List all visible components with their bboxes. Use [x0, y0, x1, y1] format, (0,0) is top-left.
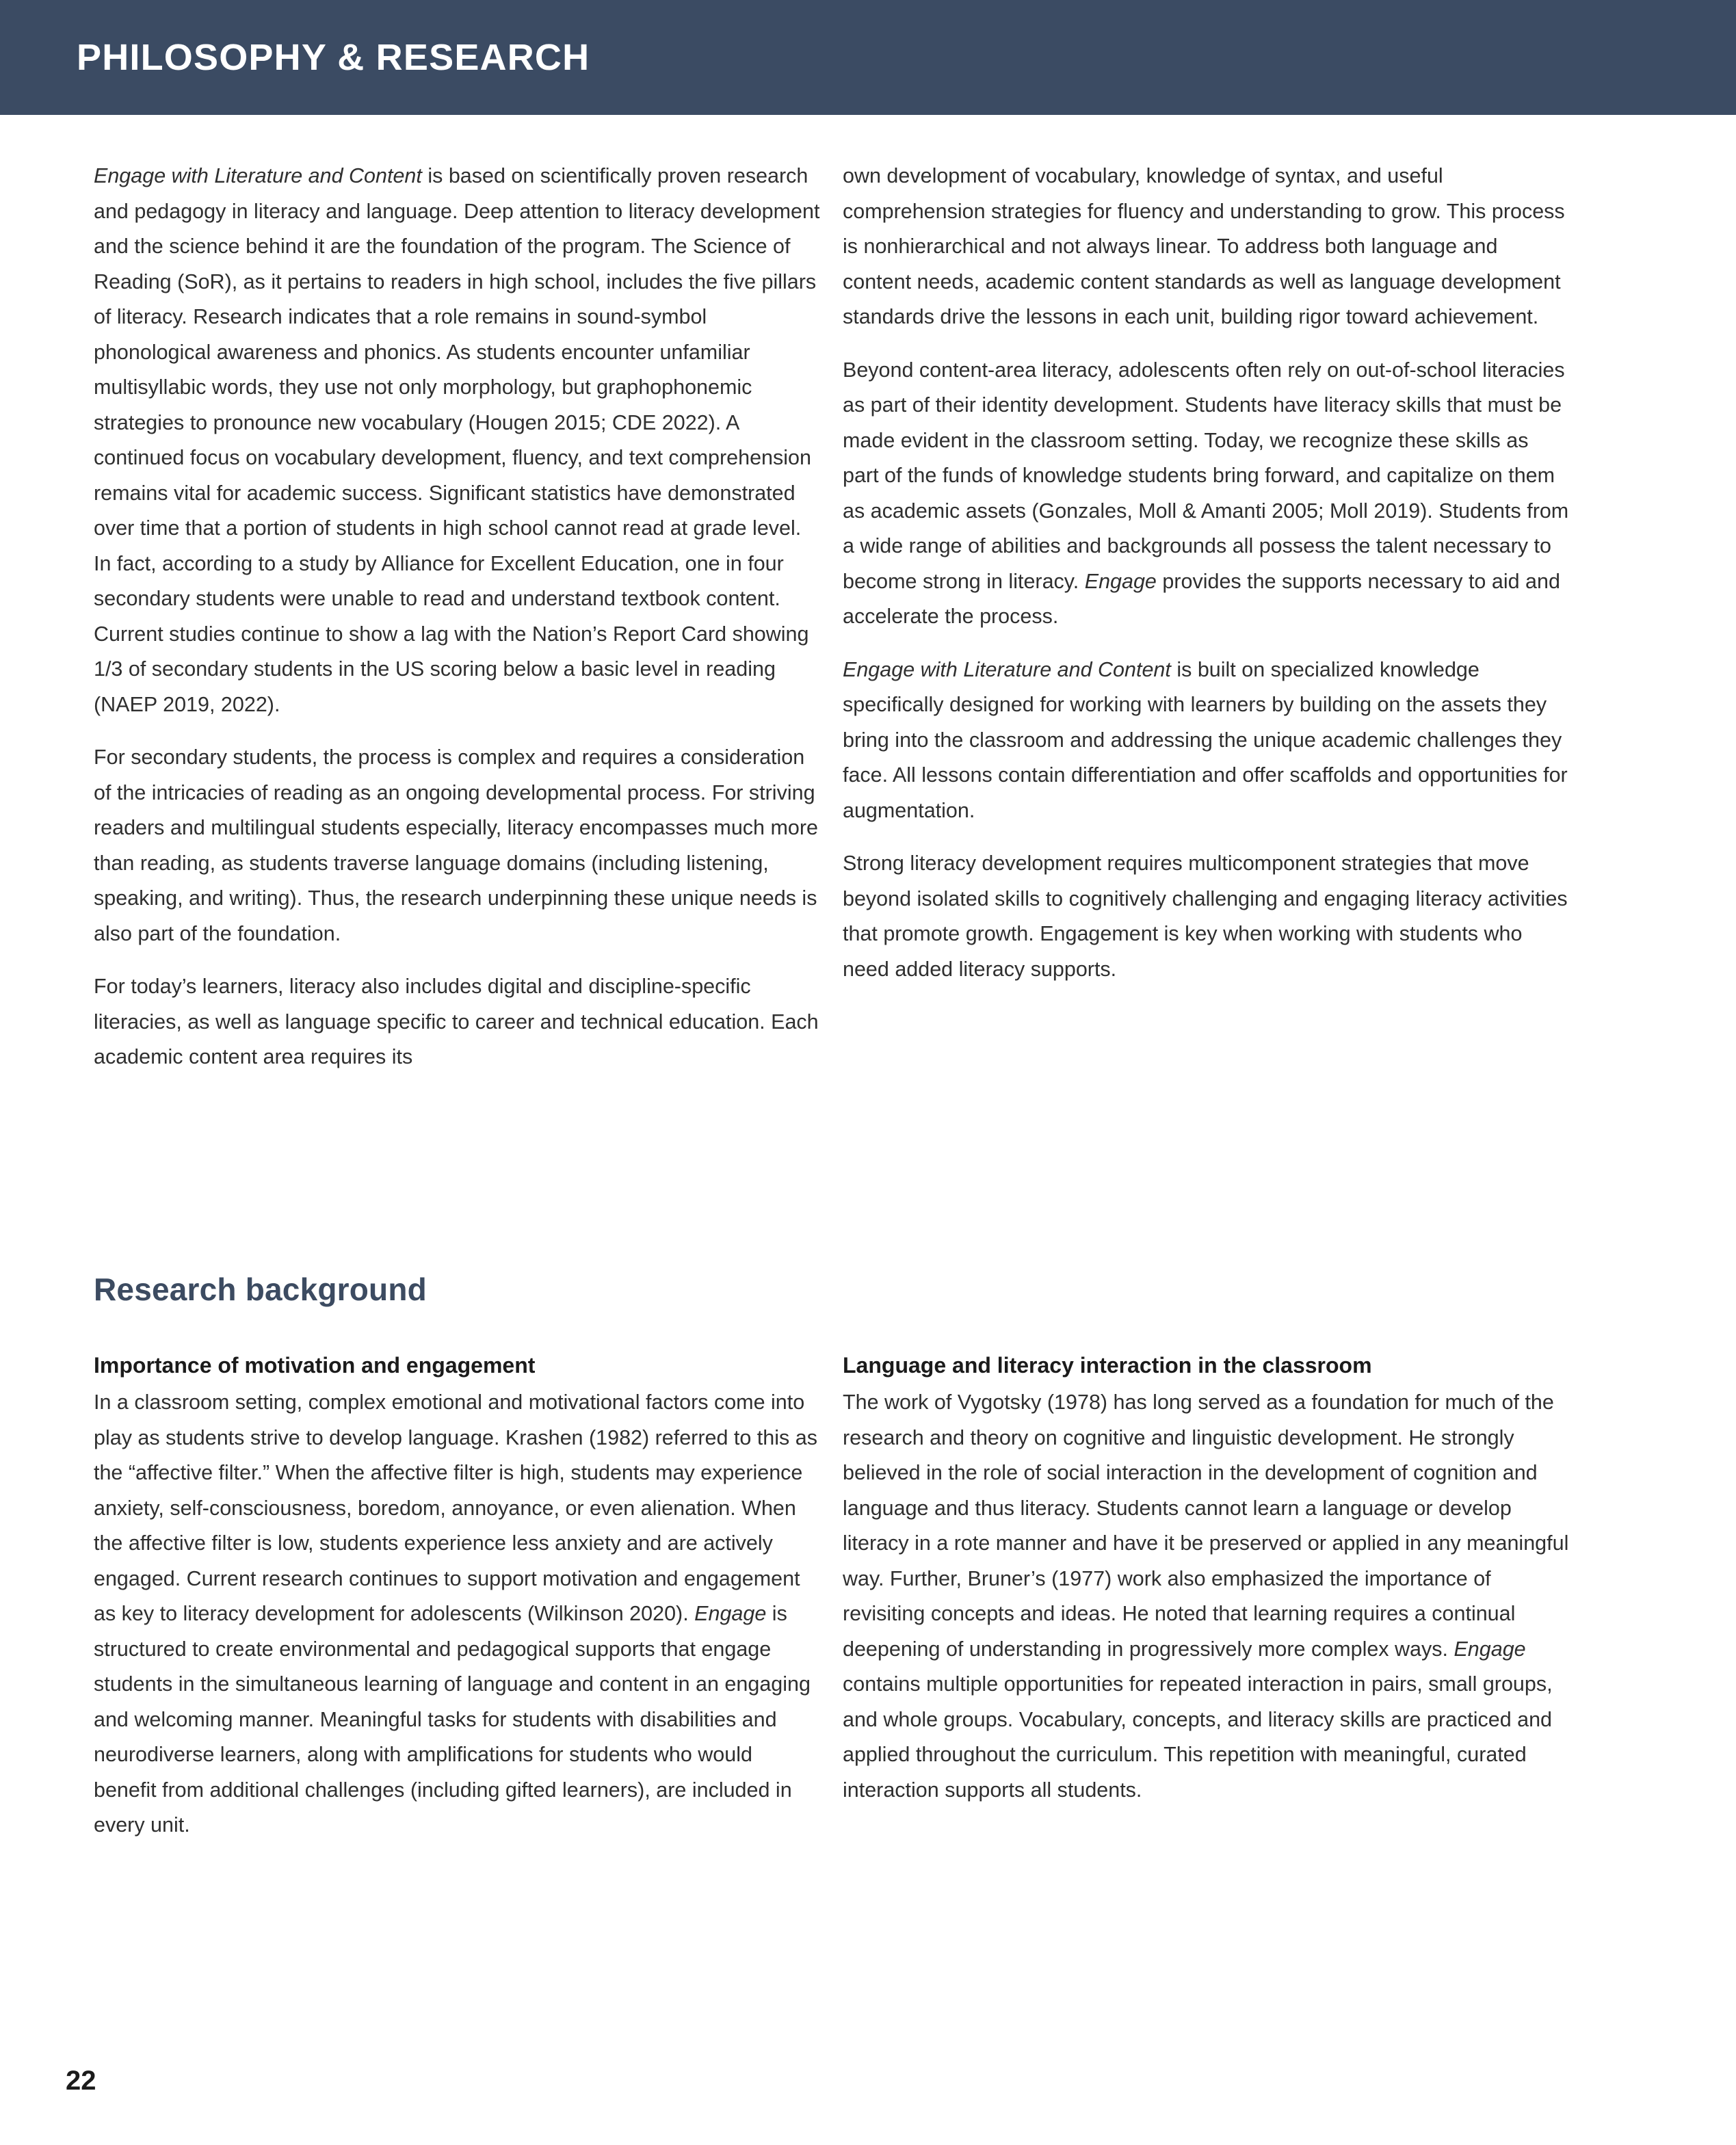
- subsection-language-literacy: [843, 1351, 1569, 1808]
- page-title: PHILOSOPHY & RESEARCH: [77, 37, 590, 78]
- section-heading-research-background: Research background: [94, 1272, 427, 1307]
- subsection-motivation-body: [94, 1385, 820, 1843]
- subsection-language-literacy-body: [843, 1385, 1569, 1808]
- italic-engage-3: Engage: [1454, 1637, 1526, 1661]
- subsection-motivation-body-part1: In a classroom setting, complex emotional and motivational factors come into play as students strive to develop language. Krashen (1982) referred to this as the “affective filter.” When the affective filter is high, students may experience anxiety, self-consciousness, boredom, annoyance, or even alienation. When the affective filter is low, students experience less anxiety and are actively engaged. Current research continues to support motivation and engagement as key to literacy development for adolescents (Wilkinson 2020).: [94, 1391, 817, 1625]
- italic-program-title-2: Engage with Literature and Content: [843, 657, 1171, 681]
- italic-engage-1: Engage: [1084, 569, 1157, 593]
- intro-right-paragraph-4: Strong literacy development requires multicomponent strategies that move beyond isolated skills to cognitively challenging and engaging literacy activities that promote growth. Engagement is key when working with students who need added literacy supports.: [843, 852, 1568, 981]
- subsection-heading-motivation: Importance of motivation and engagement: [94, 1353, 536, 1378]
- intro-right-paragraph-2-part2: provides the supports necessary to aid and accelerate the process.: [843, 569, 1560, 628]
- intro-left-column: [94, 159, 820, 1075]
- intro-right-paragraph-2-part1: Beyond content-area literacy, adolescents often rely on out-of-school literacies as part of their identity development. Students have literacy skills that must be made evident in the classroom setting. Today, we recognize these skills as part of the funds of knowledge students bring forward, and capitalize on them as academic assets (Gonzales, Moll & Amanti 2005; Moll 2019). Students from a wide range of abilities and backgrounds all possess the talent necessary to become strong in literacy.: [843, 358, 1569, 593]
- subsection-motivation-body-part2: is structured to create environmental and pedagogical supports that engage students in the simultaneous learning of language and content in an engaging and welcoming manner. Meaningful tasks for students with disabilities and neurodiverse learners, along with amplifications for students who would benefit from additional challenges (including gifted learners), are included in every unit.: [94, 1602, 811, 1837]
- intro-right-paragraph-1: own development of vocabulary, knowledge of syntax, and useful comprehension strategies for fluency and understanding to grow. This process is nonhierarchical and not always linear. To address both language and content needs, academic content standards as well as language development standards drive the lessons in each unit, building rigor toward achievement.: [843, 164, 1565, 328]
- subsection-language-literacy-body-part1: The work of Vygotsky (1978) has long served as a foundation for much of the research and theory on cognitive and linguistic development. He strongly believed in the role of social interaction in the development of cognition and language and thus literacy. Students cannot learn a language or develop literacy in a rote manner and have it be preserved or applied in any meaningful way. Further, Bruner’s (1977) work also emphasized the importance of revisiting concepts and ideas. He noted that learning requires a continual deepening of understanding in progressively more complex ways.: [843, 1391, 1569, 1661]
- intro-left-paragraph-1-rest: is based on scientifically proven research and pedagogy in literacy and language. Deep attention to literacy development and the science behind it are the foundation of the program. The Science of Reading (SoR), as it pertains to readers in high school, includes the five pillars of literacy. Research indicates that a role remains in sound-symbol phonological awareness and phonics. As students encounter unfamiliar multisyllabic words, they use not only morphology, but graphophonemic strategies to pronounce new vocabulary (Hougen 2015; CDE 2022). A continued focus on vocabulary development, fluency, and text comprehension remains vital for academic success. Significant statistics have demonstrated over time that a portion of students in high school cannot read at grade level. In fact, according to a study by Alliance for Excellent Education, one in four secondary students were unable to read and understand textbook content. Current studies continue to show a lag with the Nation’s Report Card showing 1/3 of secondary students in the US scoring below a basic level in reading (NAEP 2019, 2022).: [94, 164, 820, 716]
- page-number: 22: [66, 2066, 96, 2096]
- intro-left-paragraph-3: For today’s learners, literacy also includes digital and discipline-specific literacies, as well as language specific to career and technical education. Each academic content area requires its: [94, 975, 819, 1068]
- intro-right-paragraph-3: [843, 653, 1569, 829]
- intro-left-paragraph-2: For secondary students, the process is complex and requires a consideration of the intricacies of reading as an ongoing developmental process. For striving readers and multilingual students especially, literacy encompasses much more than reading, as students traverse language domains (including listening, speaking, and writing). Thus, the research underpinning these unique needs is also part of the foundation.: [94, 746, 818, 945]
- intro-right-paragraph-3-rest: is built on specialized knowledge specifically designed for working with learners by building on the assets they bring into the classroom and addressing the unique academic challenges they face. All lessons contain differentiation and offer scaffolds and opportunities for augmentation.: [843, 657, 1568, 822]
- subsection-language-literacy-body-part2: contains multiple opportunities for repeated interaction in pairs, small groups, and whole groups. Vocabulary, concepts, and literacy skills are practiced and applied throughout the curriculum. This repetition with meaningful, curated interaction supports all students.: [843, 1672, 1553, 1802]
- italic-engage-2: Engage: [694, 1602, 767, 1625]
- italic-program-title: Engage with Literature and Content: [94, 164, 422, 187]
- intro-right-column: [843, 159, 1569, 987]
- subsection-heading-language-literacy: Language and literacy interaction in the classroom: [843, 1353, 1372, 1378]
- intro-right-paragraph-2: [843, 353, 1569, 635]
- subsection-motivation: [94, 1351, 820, 1843]
- intro-left-paragraph-1: [94, 159, 820, 722]
